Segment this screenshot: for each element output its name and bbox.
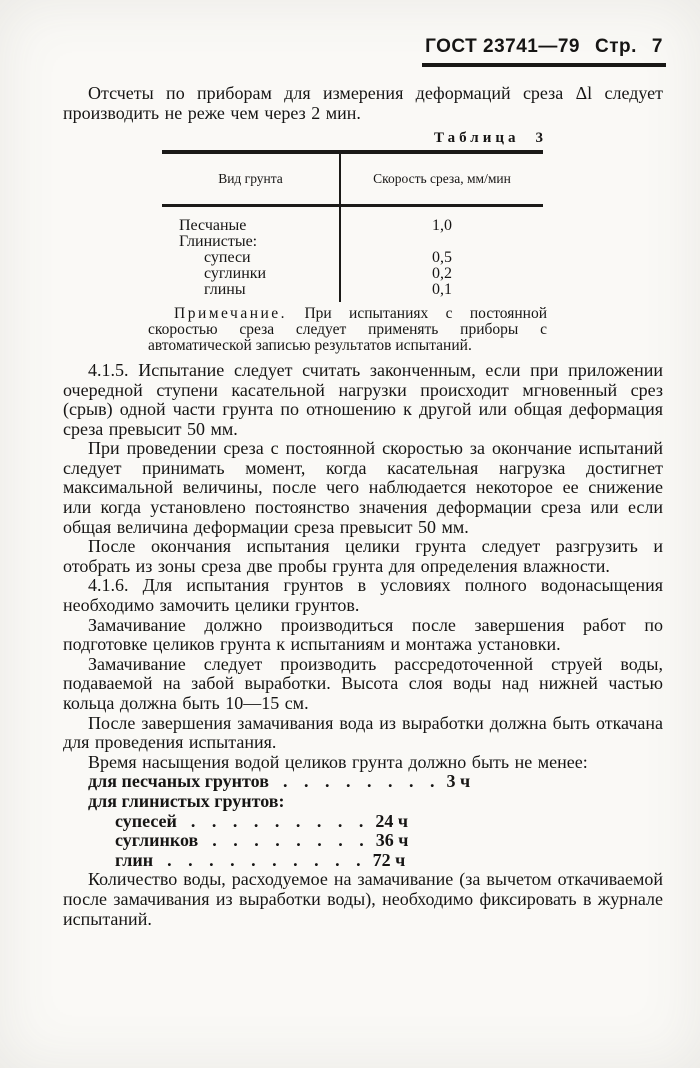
list-item-label: для глинистых грунтов: xyxy=(88,790,285,811)
list-item xyxy=(115,851,663,871)
soil-type-cell: супеси xyxy=(204,249,251,267)
soil-type-cell: глины xyxy=(204,281,246,299)
paragraph-4-1-6: 4.1.6. Для испытания грунтов в условиях полного водонасыщения необходимо замочить целики грунтов. xyxy=(63,575,663,616)
shear-rate-cell: 0,5 xyxy=(340,250,543,266)
column-header-soil-type: Вид грунта xyxy=(162,152,340,206)
paragraph-soaking-after-works: Замачивание должно производиться после завершения работ по подготовке целиков грунта к испытаниям и монтажа установки. xyxy=(63,614,663,655)
paragraph-4-1-5: 4.1.5. Испытание следует считать законченным, если при приложении очередной ступени касательной нагрузки происходит мгновенный срез (срыв) одной части грунта по отношению к другой или общая деформация среза превысит 50 мм. xyxy=(63,359,663,439)
table-row xyxy=(162,250,543,266)
page-label: Стр. xyxy=(595,36,637,57)
paragraph-intro: Отсчеты по приборам для измерения деформаций среза Δl следует производить не реже чем через 2 мин. xyxy=(63,83,663,123)
table-row xyxy=(162,266,543,282)
list-item-label: глин xyxy=(115,849,154,870)
dot-leader: . . . . . . . . xyxy=(212,830,366,851)
list-item-label: супесей xyxy=(115,810,177,831)
table-caption-number: 3 xyxy=(535,130,543,147)
table-caption-word: Таблица xyxy=(434,130,520,147)
list-item-value: 72 ч xyxy=(372,849,406,870)
list-item-value: 24 ч xyxy=(375,810,409,831)
table-row xyxy=(162,282,543,302)
list-item xyxy=(115,831,663,851)
body-text xyxy=(63,361,663,929)
table-note-label: Примечание. xyxy=(174,305,288,323)
shear-rate-table xyxy=(162,150,543,302)
paragraph-water-amount: Количество воды, расходуемое на замачивание (за вычетом откачиваемой после замачивания из выработки воды), необходимо фиксировать в журнале испытаний. xyxy=(63,869,663,929)
list-item xyxy=(88,792,663,812)
paragraph-after-test: После окончания испытания целики грунта следует разгрузить и отобрать из зоны среза две пробы грунта для определения влажности. xyxy=(63,536,663,576)
shear-rate-cell: 1,0 xyxy=(340,206,543,235)
shear-rate-cell xyxy=(340,234,543,250)
table-note xyxy=(148,306,547,354)
column-header-shear-rate: Скорость среза, мм/мин xyxy=(340,152,543,206)
list-item xyxy=(115,812,663,832)
table-row xyxy=(162,206,543,235)
dot-leader: . . . . . . . . . . xyxy=(167,849,363,870)
paragraph-saturation-time: Время насыщения водой целиков грунта должно быть не менее: xyxy=(88,751,588,772)
soil-type-cell: Песчаные xyxy=(179,217,247,235)
shear-rate-cell: 0,2 xyxy=(340,266,543,282)
list-item-label: суглинков xyxy=(115,830,199,851)
table-row xyxy=(162,234,543,250)
soil-type-cell: Глинистые: xyxy=(179,233,258,251)
soil-type-cell: суглинки xyxy=(204,265,267,283)
table-note-text: При испытаниях с постоянной скоростью среза следует применять приборы с автоматической записью результатов испытаний. xyxy=(148,305,547,354)
list-item-value: 3 ч xyxy=(446,771,471,792)
standard-number: ГОСТ 23741—79 xyxy=(425,36,580,57)
page-header xyxy=(422,36,666,67)
table-header-row xyxy=(162,152,543,206)
paragraph-constant-rate: При проведении среза с постоянной скоростью за окончание испытаний следует принимать момент, когда касательная нагрузка достигнет максимальной величины, после чего наблюдается некоторое ее снижение или когда установлено постоянство значения деформации среза или если общая величина деформации среза превысит 50 мм. xyxy=(63,438,663,537)
list-item-value: 36 ч xyxy=(375,830,409,851)
page-number: 7 xyxy=(651,36,663,57)
list-item xyxy=(88,772,663,792)
paragraph-soaking-method: Замачивание следует производить рассредоточенной струей воды, подаваемой на забой выработки. Высота слоя воды над нижней частью кольца должна быть 10—15 см. xyxy=(63,653,663,713)
list-item-label: для песчаных грунтов xyxy=(88,771,269,792)
dot-leader: . . . . . . . . . xyxy=(190,810,366,831)
saturation-time-list xyxy=(63,772,663,870)
dot-leader: . . . . . . . . xyxy=(282,771,437,792)
shear-rate-cell: 0,1 xyxy=(340,282,543,302)
table-caption xyxy=(162,130,543,147)
paragraph-water-pumped: После завершения замачивания вода из выработки должна быть откачана для проведения испытания. xyxy=(63,712,663,753)
